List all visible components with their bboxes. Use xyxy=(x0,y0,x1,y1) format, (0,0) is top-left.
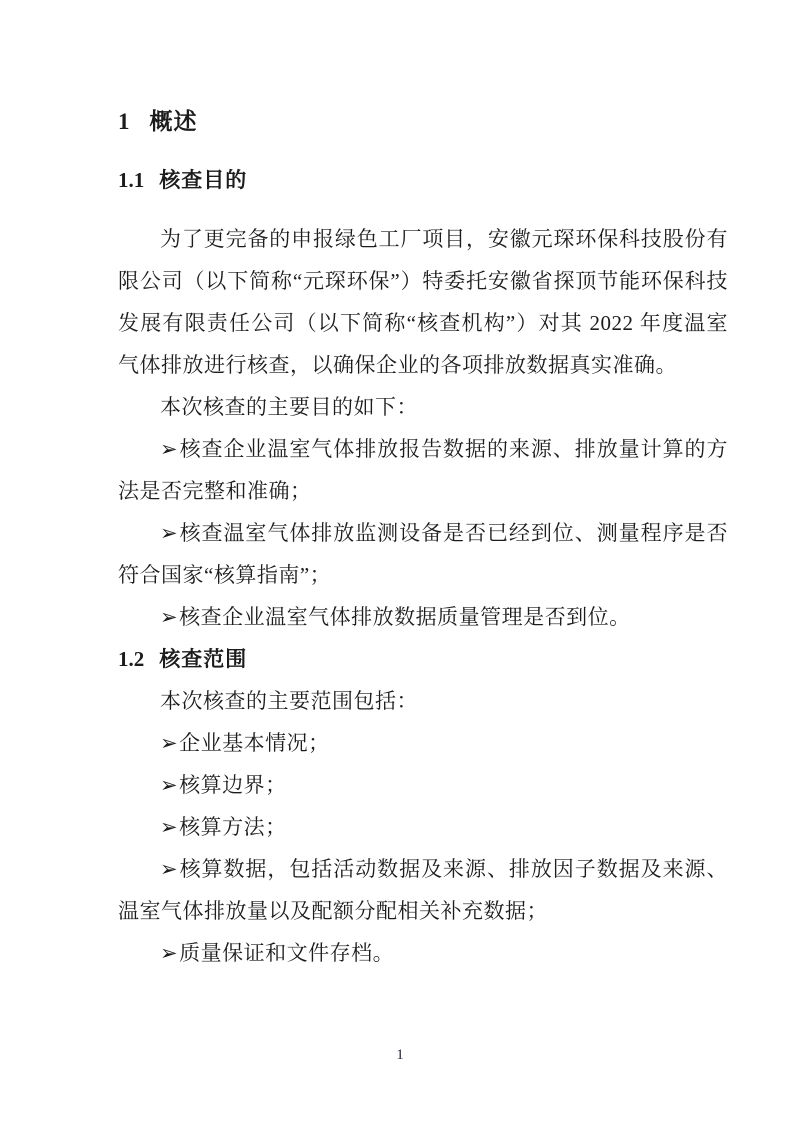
bullet-text: 核算边界； xyxy=(179,773,287,797)
arrow-bullet-icon: ➢ xyxy=(160,857,179,881)
arrow-bullet-icon: ➢ xyxy=(160,941,179,965)
bullet-item-purpose-2 xyxy=(118,512,728,596)
heading-section-1 xyxy=(118,108,728,135)
paragraph-purpose-intro: 为了更完备的申报绿色工厂项目，安徽元琛环保科技股份有限公司（以下简称“元琛环保”）特委托安徽省探顶节能环保科技发展有限责任公司（以下简称“核查机构”）对其 2022 年度温室气体排放进行核查，以确保企业的各项排放数据真实准确。 xyxy=(118,227,728,377)
arrow-bullet-icon: ➢ xyxy=(160,605,179,629)
arrow-bullet-icon: ➢ xyxy=(160,773,179,797)
bullet-text: 核查温室气体排放监测设备是否已经到位、测量程序是否符合国家“核算指南”； xyxy=(118,521,728,587)
bullet-item-scope-1 xyxy=(118,722,728,764)
paragraph-purpose-lead: 本次核查的主要目的如下： xyxy=(160,395,418,419)
bullet-item-scope-5 xyxy=(118,932,728,974)
heading-1-title: 概述 xyxy=(149,109,198,134)
bullet-item-scope-2 xyxy=(118,764,728,806)
heading-section-1-2 xyxy=(118,638,728,680)
bullet-text: 质量保证和文件存档。 xyxy=(179,941,395,965)
document-body xyxy=(118,218,728,974)
heading-1-1-number: 1.1 xyxy=(118,168,145,192)
bullet-item-scope-3 xyxy=(118,806,728,848)
bullet-text: 核算数据，包括活动数据及来源、排放因子数据及来源、温室气体排放量以及配额分配相关补充数据； xyxy=(118,857,728,923)
page-number: 1 xyxy=(396,1047,404,1063)
bullet-item-purpose-1 xyxy=(118,428,728,512)
heading-1-1-title: 核查目的 xyxy=(159,168,248,192)
bullet-item-scope-4 xyxy=(118,848,728,932)
bullet-text: 核查企业温室气体排放报告数据的来源、排放量计算的方法是否完整和准确； xyxy=(118,437,728,503)
bullet-text: 核算方法； xyxy=(179,815,287,839)
paragraph-scope-lead: 本次核查的主要范围包括： xyxy=(160,689,418,713)
bullet-text: 核查企业温室气体排放数据质量管理是否到位。 xyxy=(179,605,631,629)
arrow-bullet-icon: ➢ xyxy=(160,815,179,839)
heading-1-number: 1 xyxy=(118,109,130,134)
arrow-bullet-icon: ➢ xyxy=(160,731,179,755)
heading-1-2-number: 1.2 xyxy=(118,647,145,671)
bullet-text: 企业基本情况； xyxy=(179,731,330,755)
bullet-item-purpose-3 xyxy=(118,596,728,638)
heading-1-2-title: 核查范围 xyxy=(159,647,248,671)
arrow-bullet-icon: ➢ xyxy=(160,437,179,461)
arrow-bullet-icon: ➢ xyxy=(160,521,179,545)
heading-section-1-1 xyxy=(118,168,728,192)
